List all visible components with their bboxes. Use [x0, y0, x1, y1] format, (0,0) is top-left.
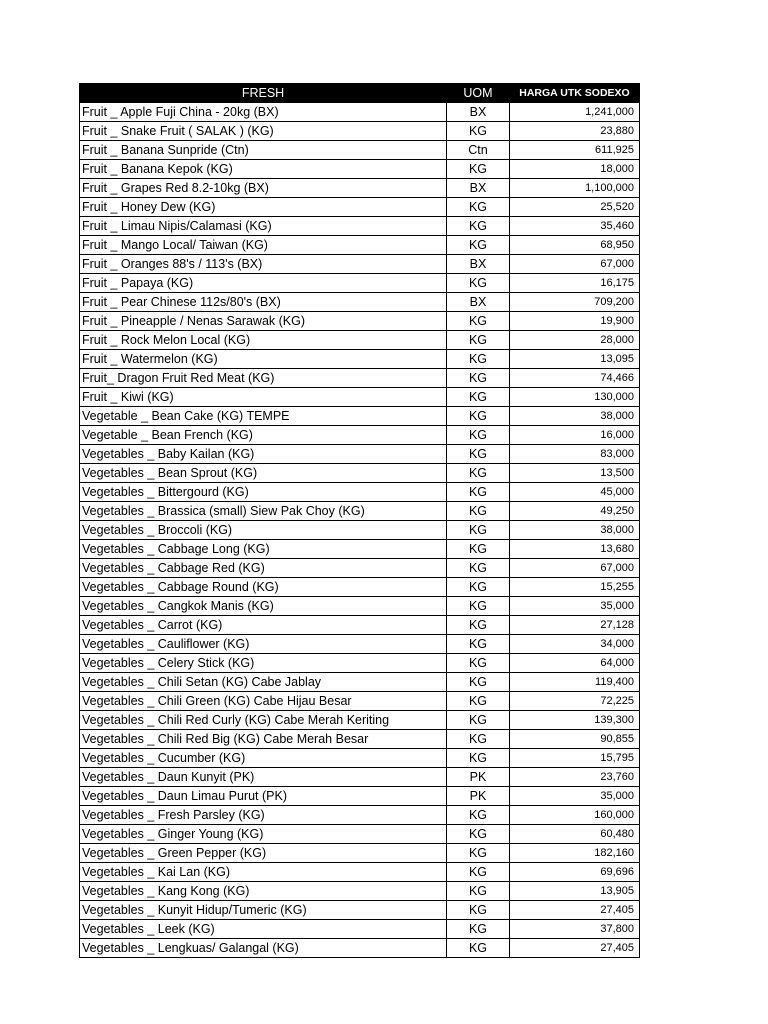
- item-name: Vegetables _ Chili Green (KG) Cabe Hijau Besar: [80, 692, 447, 711]
- table-row: [80, 426, 640, 445]
- item-uom: BX: [447, 255, 510, 274]
- item-price: 45,000: [510, 483, 640, 502]
- item-uom: KG: [447, 825, 510, 844]
- item-price: 611,925: [510, 141, 640, 160]
- item-uom: KG: [447, 711, 510, 730]
- item-name: Vegetables _ Fresh Parsley (KG): [80, 806, 447, 825]
- item-name: Vegetables _ Daun Limau Purut (PK): [80, 787, 447, 806]
- table-row: [80, 179, 640, 198]
- item-name: Vegetables _ Kang Kong (KG): [80, 882, 447, 901]
- item-name: Vegetables _ Green Pepper (KG): [80, 844, 447, 863]
- item-uom: KG: [447, 312, 510, 331]
- item-uom: KG: [447, 217, 510, 236]
- item-price: 23,760: [510, 768, 640, 787]
- item-name: Fruit_ Dragon Fruit Red Meat (KG): [80, 369, 447, 388]
- item-name: Fruit _ Watermelon (KG): [80, 350, 447, 369]
- item-uom: KG: [447, 160, 510, 179]
- item-uom: KG: [447, 331, 510, 350]
- table-row: [80, 312, 640, 331]
- item-name: Fruit _ Rock Melon Local (KG): [80, 331, 447, 350]
- table-row: [80, 255, 640, 274]
- item-name: Fruit _ Banana Sunpride (Ctn): [80, 141, 447, 160]
- item-price: 35,000: [510, 787, 640, 806]
- item-price: 130,000: [510, 388, 640, 407]
- price-list-sheet: [79, 83, 639, 958]
- table-row: [80, 673, 640, 692]
- item-name: Vegetables _ Broccoli (KG): [80, 521, 447, 540]
- table-row: [80, 749, 640, 768]
- table-row: [80, 806, 640, 825]
- item-price: 19,900: [510, 312, 640, 331]
- table-row: [80, 236, 640, 255]
- item-price: 13,095: [510, 350, 640, 369]
- item-uom: KG: [447, 597, 510, 616]
- table-row: [80, 369, 640, 388]
- table-row: [80, 692, 640, 711]
- table-row: [80, 578, 640, 597]
- item-price: 23,880: [510, 122, 640, 141]
- table-row: [80, 768, 640, 787]
- table-row: [80, 825, 640, 844]
- item-uom: KG: [447, 540, 510, 559]
- table-row: [80, 464, 640, 483]
- item-uom: KG: [447, 806, 510, 825]
- item-name: Vegetables _ Leek (KG): [80, 920, 447, 939]
- item-price: 139,300: [510, 711, 640, 730]
- item-name: Vegetables _ Carrot (KG): [80, 616, 447, 635]
- item-price: 35,460: [510, 217, 640, 236]
- item-name: Vegetables _ Baby Kailan (KG): [80, 445, 447, 464]
- table-row: [80, 293, 640, 312]
- item-uom: KG: [447, 863, 510, 882]
- item-uom: KG: [447, 350, 510, 369]
- item-price: 60,480: [510, 825, 640, 844]
- item-name: Vegetables _ Bittergourd (KG): [80, 483, 447, 502]
- header-uom: UOM: [447, 84, 510, 103]
- item-uom: KG: [447, 274, 510, 293]
- item-name: Vegetables _ Cabbage Long (KG): [80, 540, 447, 559]
- item-name: Vegetables _ Bean Sprout (KG): [80, 464, 447, 483]
- table-row: [80, 901, 640, 920]
- item-uom: KG: [447, 939, 510, 958]
- item-name: Fruit _ Apple Fuji China - 20kg (BX): [80, 103, 447, 122]
- item-price: 160,000: [510, 806, 640, 825]
- table-row: [80, 787, 640, 806]
- table-row: [80, 217, 640, 236]
- table-row: [80, 198, 640, 217]
- item-price: 13,500: [510, 464, 640, 483]
- item-price: 16,000: [510, 426, 640, 445]
- item-price: 27,405: [510, 939, 640, 958]
- table-row: [80, 616, 640, 635]
- item-price: 1,241,000: [510, 103, 640, 122]
- table-header: [80, 84, 640, 103]
- item-name: Vegetables _ Brassica (small) Siew Pak Choy (KG): [80, 502, 447, 521]
- item-uom: BX: [447, 293, 510, 312]
- item-price: 709,200: [510, 293, 640, 312]
- item-uom: KG: [447, 749, 510, 768]
- item-uom: KG: [447, 502, 510, 521]
- item-uom: KG: [447, 426, 510, 445]
- item-uom: KG: [447, 882, 510, 901]
- item-uom: KG: [447, 198, 510, 217]
- table-row: [80, 445, 640, 464]
- table-row: [80, 635, 640, 654]
- item-price: 38,000: [510, 407, 640, 426]
- table-row: [80, 141, 640, 160]
- item-price: 15,795: [510, 749, 640, 768]
- item-uom: KG: [447, 616, 510, 635]
- item-uom: KG: [447, 901, 510, 920]
- item-uom: KG: [447, 635, 510, 654]
- item-uom: KG: [447, 521, 510, 540]
- item-price: 28,000: [510, 331, 640, 350]
- item-uom: KG: [447, 464, 510, 483]
- item-price: 69,696: [510, 863, 640, 882]
- item-price: 67,000: [510, 255, 640, 274]
- item-uom: KG: [447, 578, 510, 597]
- item-price: 1,100,000: [510, 179, 640, 198]
- item-price: 16,175: [510, 274, 640, 293]
- item-name: Vegetables _ Ginger Young (KG): [80, 825, 447, 844]
- item-name: Vegetables _ Kunyit Hidup/Tumeric (KG): [80, 901, 447, 920]
- table-row: [80, 540, 640, 559]
- item-price: 27,128: [510, 616, 640, 635]
- item-price: 15,255: [510, 578, 640, 597]
- item-name: Fruit _ Grapes Red 8.2-10kg (BX): [80, 179, 447, 198]
- table-row: [80, 730, 640, 749]
- table-row: [80, 559, 640, 578]
- item-uom: PK: [447, 787, 510, 806]
- table-row: [80, 844, 640, 863]
- item-name: Fruit _ Snake Fruit ( SALAK ) (KG): [80, 122, 447, 141]
- item-name: Fruit _ Banana Kepok (KG): [80, 160, 447, 179]
- item-name: Fruit _ Mango Local/ Taiwan (KG): [80, 236, 447, 255]
- table-row: [80, 350, 640, 369]
- table-row: [80, 160, 640, 179]
- item-price: 34,000: [510, 635, 640, 654]
- item-name: Vegetables _ Cabbage Red (KG): [80, 559, 447, 578]
- item-name: Fruit _ Honey Dew (KG): [80, 198, 447, 217]
- item-uom: KG: [447, 483, 510, 502]
- item-price: 182,160: [510, 844, 640, 863]
- item-price: 68,950: [510, 236, 640, 255]
- item-price: 37,800: [510, 920, 640, 939]
- table-row: [80, 863, 640, 882]
- item-price: 25,520: [510, 198, 640, 217]
- item-name: Vegetables _ Cucumber (KG): [80, 749, 447, 768]
- item-uom: KG: [447, 920, 510, 939]
- item-uom: KG: [447, 673, 510, 692]
- item-uom: KG: [447, 559, 510, 578]
- item-price: 35,000: [510, 597, 640, 616]
- table-row: [80, 920, 640, 939]
- item-uom: PK: [447, 768, 510, 787]
- table-row: [80, 521, 640, 540]
- item-price: 67,000: [510, 559, 640, 578]
- item-price: 18,000: [510, 160, 640, 179]
- item-name: Fruit _ Oranges 88's / 113's (BX): [80, 255, 447, 274]
- item-uom: KG: [447, 654, 510, 673]
- item-price: 13,680: [510, 540, 640, 559]
- item-name: Vegetables _ Kai Lan (KG): [80, 863, 447, 882]
- item-name: Vegetables _ Cauliflower (KG): [80, 635, 447, 654]
- item-uom: KG: [447, 122, 510, 141]
- table-row: [80, 711, 640, 730]
- item-name: Fruit _ Pineapple / Nenas Sarawak (KG): [80, 312, 447, 331]
- item-price: 83,000: [510, 445, 640, 464]
- table-row: [80, 388, 640, 407]
- item-uom: KG: [447, 236, 510, 255]
- table-row: [80, 274, 640, 293]
- item-uom: KG: [447, 445, 510, 464]
- item-name: Fruit _ Pear Chinese 112s/80's (BX): [80, 293, 447, 312]
- table-body: [80, 103, 640, 958]
- item-name: Vegetables _ Lengkuas/ Galangal (KG): [80, 939, 447, 958]
- item-name: Vegetables _ Chili Setan (KG) Cabe Jablay: [80, 673, 447, 692]
- price-table: [79, 83, 640, 958]
- item-name: Vegetables _ Daun Kunyit (PK): [80, 768, 447, 787]
- item-price: 13,905: [510, 882, 640, 901]
- table-row: [80, 939, 640, 958]
- item-price: 38,000: [510, 521, 640, 540]
- item-uom: KG: [447, 730, 510, 749]
- item-price: 74,466: [510, 369, 640, 388]
- header-price: HARGA UTK SODEXO: [510, 84, 640, 103]
- table-row: [80, 103, 640, 122]
- item-uom: KG: [447, 407, 510, 426]
- item-price: 90,855: [510, 730, 640, 749]
- item-price: 49,250: [510, 502, 640, 521]
- item-name: Vegetables _ Chili Red Curly (KG) Cabe Merah Keriting: [80, 711, 447, 730]
- table-row: [80, 331, 640, 350]
- item-name: Vegetables _ Cangkok Manis (KG): [80, 597, 447, 616]
- item-name: Fruit _ Kiwi (KG): [80, 388, 447, 407]
- table-row: [80, 483, 640, 502]
- item-name: Fruit _ Papaya (KG): [80, 274, 447, 293]
- table-row: [80, 654, 640, 673]
- item-name: Vegetables _ Chili Red Big (KG) Cabe Merah Besar: [80, 730, 447, 749]
- item-uom: BX: [447, 103, 510, 122]
- table-row: [80, 122, 640, 141]
- item-uom: KG: [447, 844, 510, 863]
- item-price: 27,405: [510, 901, 640, 920]
- item-name: Vegetable _ Bean French (KG): [80, 426, 447, 445]
- table-row: [80, 882, 640, 901]
- item-uom: KG: [447, 388, 510, 407]
- table-row: [80, 597, 640, 616]
- item-name: Fruit _ Limau Nipis/Calamasi (KG): [80, 217, 447, 236]
- header-row: [80, 84, 640, 103]
- item-name: Vegetables _ Celery Stick (KG): [80, 654, 447, 673]
- item-uom: BX: [447, 179, 510, 198]
- table-row: [80, 407, 640, 426]
- item-price: 119,400: [510, 673, 640, 692]
- item-name: Vegetable _ Bean Cake (KG) TEMPE: [80, 407, 447, 426]
- item-name: Vegetables _ Cabbage Round (KG): [80, 578, 447, 597]
- item-price: 72,225: [510, 692, 640, 711]
- header-fresh: FRESH: [80, 84, 447, 103]
- table-row: [80, 502, 640, 521]
- item-uom: Ctn: [447, 141, 510, 160]
- item-price: 64,000: [510, 654, 640, 673]
- item-uom: KG: [447, 692, 510, 711]
- item-uom: KG: [447, 369, 510, 388]
